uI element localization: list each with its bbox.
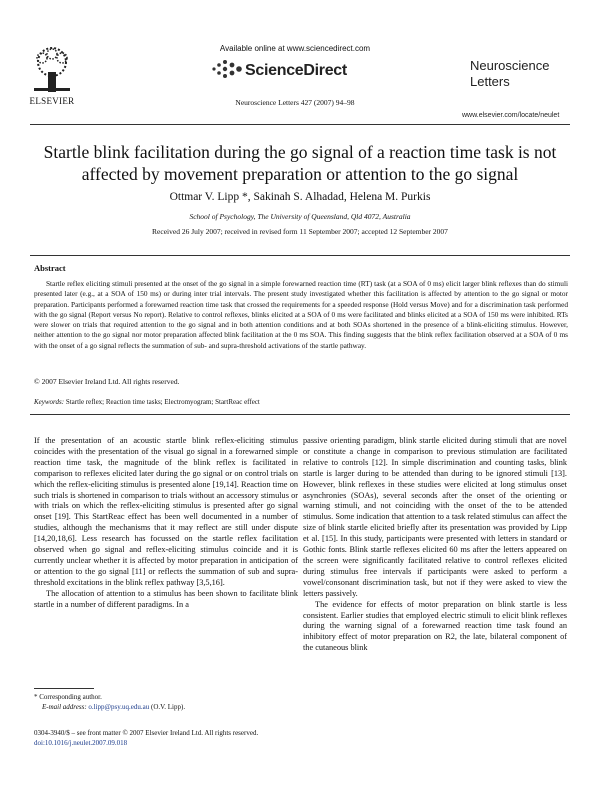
doi-link[interactable]: doi:10.1016/j.neulet.2007.09.018: [34, 739, 128, 747]
journal-name-line2: Letters: [470, 74, 510, 89]
abstract-heading: Abstract: [34, 263, 66, 273]
article-authors: Ottmar V. Lipp *, Sakinah S. Alhadad, Helena M. Purkis: [169, 191, 431, 203]
journal-name-line1: Neuroscience: [470, 58, 550, 73]
header-rule: [30, 124, 570, 125]
article-title: Startle blink facilitation during the go signal of a reaction time task is not affected by movement preparation or attention to the go signal: [43, 142, 557, 184]
body-paragraph: The evidence for effects of motor preparation on blink startle is less consistent. Earlier studies that employed electric stimuli to elicit blink reflexes during the warning signal of a forewarned reaction time task found an inhibitory effect of motor preparation on R2, the late, bilateral component of the cutaneous blink: [303, 599, 567, 653]
body-paragraph: passive orienting paradigm, blink startle elicited during stimuli that are novel or constitute a change in comparison to previous stimulation are facilitated relative to controls [12]. In simple discrimination and counting tasks, blink startle is larger during to be attended than during to be ignored stimuli [13]. However, blink reflexes in these studies were elicited at long stimulus onset asynchronies (SOAs), several seconds after the onset of the orienting or warning stimuli, and not coinciding with the onset of the to be attended stimulus. Some indication that attention to a task related stimulus can affect the size of blink startle elicited briefly after its presentation was provided by Lipp et al. [15]. In this study, participants were presented with letters in standard or Gothic fonts. Blink startle reflexes elicited 60 ms after the letters appeared on the screen were significantly facilitated relative to control reflexes elicited during stimulus free intervals if participants were asked to perform a vowel/consonant discrimination task, but not if they were asked to view the letters passively.: [303, 436, 567, 598]
sciencedirect-wordmark: ScienceDirect: [245, 62, 347, 79]
body-column-left: [34, 436, 298, 611]
elsevier-tree-logo: [28, 44, 76, 94]
email-link[interactable]: o.lipp@psy.uq.edu.au: [88, 703, 150, 711]
received-dates: Received 26 July 2007; received in revised form 11 September 2007; accepted 12 September 2007: [152, 227, 448, 236]
publisher-name: ELSEVIER: [29, 96, 75, 106]
footnote-text: Corresponding author.: [37, 693, 102, 701]
footnote-mark: *: [34, 693, 38, 701]
email-label: E-mail address:: [42, 703, 87, 711]
journal-name: [470, 58, 590, 90]
abstract-text: Startle reflex eliciting stimuli presented at the onset of the go signal in a simple forewarned reaction time (RT) task (at a SOA of 0 ms) elicit larger blink reflexes than do stimuli presented later (e.g., at a SOA of 150 ms) or during inter trial intervals. The present study investigated whether this facilitation is affected by attention to the go signal or motor preparation. Participants performed a forewarned reaction time task that crossed the requirements for a speeded response (Hold versus Move) and for a discrimination task performed with the go signal (Report versus No report). Relative to control reflexes, blinks elicited at a SOA of 0 ms were facilitated and blinks elicited at a SOA of 150 ms were inhibited. RTs were slower on trials that required attention to the go signal and in both attention conditions and at both SOAs shortened in the presence of a blink-eliciting stimulus. However, neither attention to the go signal nor motor preparation affected blink facilitation at the 0 ms SOA. This finding suggests that the blink reflex facilitation observed at a SOA of 0 ms with the onset of a go signal reflects the summation of sub- and supra-threshold activations of the startle pathway.: [34, 279, 568, 350]
journal-citation: Neuroscience Letters 427 (2007) 94–98: [235, 98, 355, 107]
footnote: [34, 692, 298, 712]
keywords-list: Startle reflex; Reaction time tasks; Electromyogram; StartReac effect: [64, 398, 260, 406]
issn-text: 0304-3940/$ – see front matter © 2007 Elsevier Ireland Ltd. All rights reserved.: [34, 729, 259, 737]
body-column-right: [303, 436, 567, 654]
sciencedirect-icon: [208, 58, 244, 80]
body-paragraph: The allocation of attention to a stimulus has been shown to facilitate blink startle in a number of different paradigms. In a: [34, 588, 298, 609]
email-suffix: (O.V. Lipp).: [149, 703, 186, 711]
abstract-bottom-rule: [30, 414, 570, 415]
journal-url[interactable]: www.elsevier.com/locate/neulet: [462, 112, 560, 119]
footnote-rule: [34, 688, 94, 689]
available-online[interactable]: Available online at www.sciencedirect.com: [219, 44, 371, 53]
abstract-body: [34, 279, 568, 351]
body-paragraph: If the presentation of an acoustic startle blink reflex-eliciting stimulus coincides with the presentation of the visual go signal in a forewarned simple reaction time task, the magnitude of the blink reflex is facilitated in comparison to reflexes elicited later during the go signal or on control trials on which the reflex-eliciting stimulus is presented alone [19,14]. Reaction time on such trials is shortened in comparison to trials without an accessory stimulus or with trials on which the reflex-eliciting stimulus is presented after go signal onset [19]. This StartReac effect has been well documented in a number of studies, although the mechanisms that it may reflect are still under dispute [14,20,18,6]. Less research has focussed on the startle reflex facilitation observed when go signal and reflex-eliciting stimulus coincide and it is currently unclear whether it is affected by motor preparation in anticipation of or attention to the go signal [11] or reflects the summation of sub and supra-threshold excitations in the blink reflex pathway [3,5,16].: [34, 436, 298, 587]
author-affiliation: School of Psychology, The University of Queensland, Qld 4072, Australia: [189, 212, 411, 221]
keywords: [34, 398, 260, 406]
abstract-copyright: © 2007 Elsevier Ireland Ltd. All rights reserved.: [34, 377, 180, 386]
keywords-label: Keywords:: [34, 398, 65, 406]
abstract-top-rule: [30, 255, 570, 256]
issn-line: [34, 728, 298, 748]
